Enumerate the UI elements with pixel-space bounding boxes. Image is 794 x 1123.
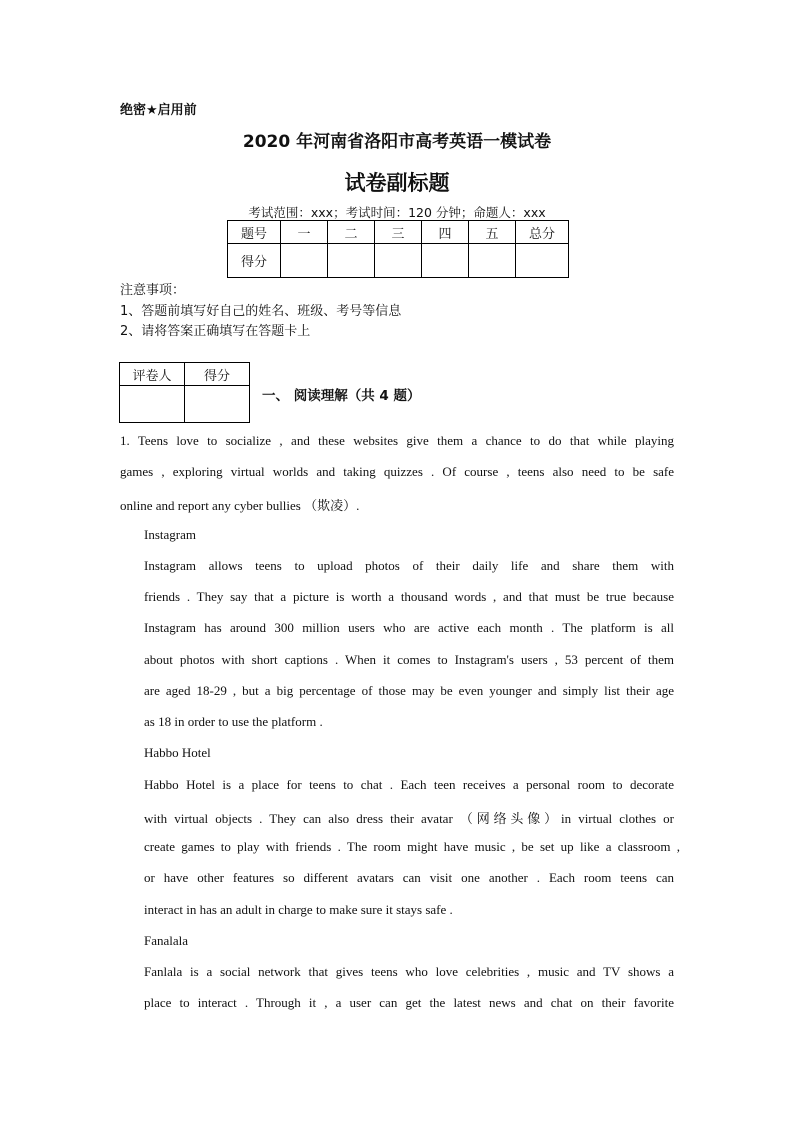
score-cell[interactable] — [516, 244, 569, 278]
notes-item: 1、答题前填写好自己的姓名、班级、考号等信息 — [120, 303, 402, 319]
score-col-4: 四 — [422, 221, 469, 244]
grader-score-cell[interactable] — [185, 386, 250, 423]
text-line: 1. Teens love to socialize , and these websites give them a chance to do that while playing — [120, 433, 674, 448]
score-header-row — [228, 221, 569, 244]
text-line: Instagram has around 300 million users who are active each month . The platform is all — [144, 620, 674, 635]
grader-label: 评卷人 — [120, 363, 185, 386]
text-line: Fanlala is a social network that gives teens who love celebrities , music and TV shows a — [144, 964, 674, 979]
score-cell[interactable] — [328, 244, 375, 278]
secret-label: 绝密★启用前 — [120, 103, 197, 118]
text-line: are aged 18-29 , but a big percentage of those may be even younger and simply list their age — [144, 683, 674, 698]
score-table — [227, 220, 569, 278]
instagram-heading: Instagram — [144, 527, 196, 542]
text-line: with virtual objects . They can also dress their avatar （网络头像）in virtual clothes or — [144, 811, 674, 826]
score-row-label: 题号 — [228, 221, 281, 244]
text-line: or have other features so different avatars can visit one another . Each room teens can — [144, 870, 674, 885]
score-col-5: 五 — [469, 221, 516, 244]
text-line: online and report any cyber bullies （欺凌）. — [120, 498, 360, 513]
text-line: create games to play with friends . The room might have music , be set up like a classroom , — [144, 839, 680, 854]
section-title: 一、 阅读理解（共 4 题） — [262, 388, 421, 404]
text-line: Habbo Hotel is a place for teens to chat . Each teen receives a personal room to decorate — [144, 777, 674, 792]
score-cell[interactable] — [422, 244, 469, 278]
text-line: as 18 in order to use the platform . — [144, 714, 323, 729]
score-row-label: 得分 — [228, 244, 281, 278]
text-line: interact in has an adult in charge to make sure it stays safe . — [144, 902, 453, 917]
grader-cell[interactable] — [120, 386, 185, 423]
score-cell[interactable] — [281, 244, 328, 278]
text-line: games , exploring virtual worlds and taking quizzes . Of course , teens also need to be safe — [120, 464, 674, 479]
text-line: Instagram allows teens to upload photos of their daily life and share them with — [144, 558, 674, 573]
score-cell[interactable] — [469, 244, 516, 278]
exam-title: 2020 年河南省洛阳市高考英语一模试卷 — [242, 132, 552, 152]
score-col-1: 一 — [281, 221, 328, 244]
grader-score-label: 得分 — [185, 363, 250, 386]
exam-info: 考试范围：xxx；考试时间：120 分钟；命题人：xxx — [248, 205, 546, 220]
notes-heading: 注意事项： — [120, 283, 186, 298]
fanalala-heading: Fanalala — [144, 933, 189, 948]
text-line: place to interact . Through it , a user can get the latest news and chat on their favorite — [144, 995, 674, 1010]
habbo-heading: Habbo Hotel — [144, 745, 211, 760]
exam-subtitle: 试卷副标题 — [344, 171, 450, 195]
score-cell[interactable] — [375, 244, 422, 278]
text-line: friends . They say that a picture is worth a thousand words , and that must be true because — [144, 589, 674, 604]
score-col-3: 三 — [375, 221, 422, 244]
text-line: about photos with short captions . When it comes to Instagram's users , 53 percent of them — [144, 652, 674, 667]
score-col-2: 二 — [328, 221, 375, 244]
score-value-row — [228, 244, 569, 278]
score-col-total: 总分 — [516, 221, 569, 244]
grader-table — [119, 362, 250, 423]
notes-item: 2、请将答案正确填写在答题卡上 — [120, 324, 311, 339]
notes-block — [120, 281, 401, 343]
